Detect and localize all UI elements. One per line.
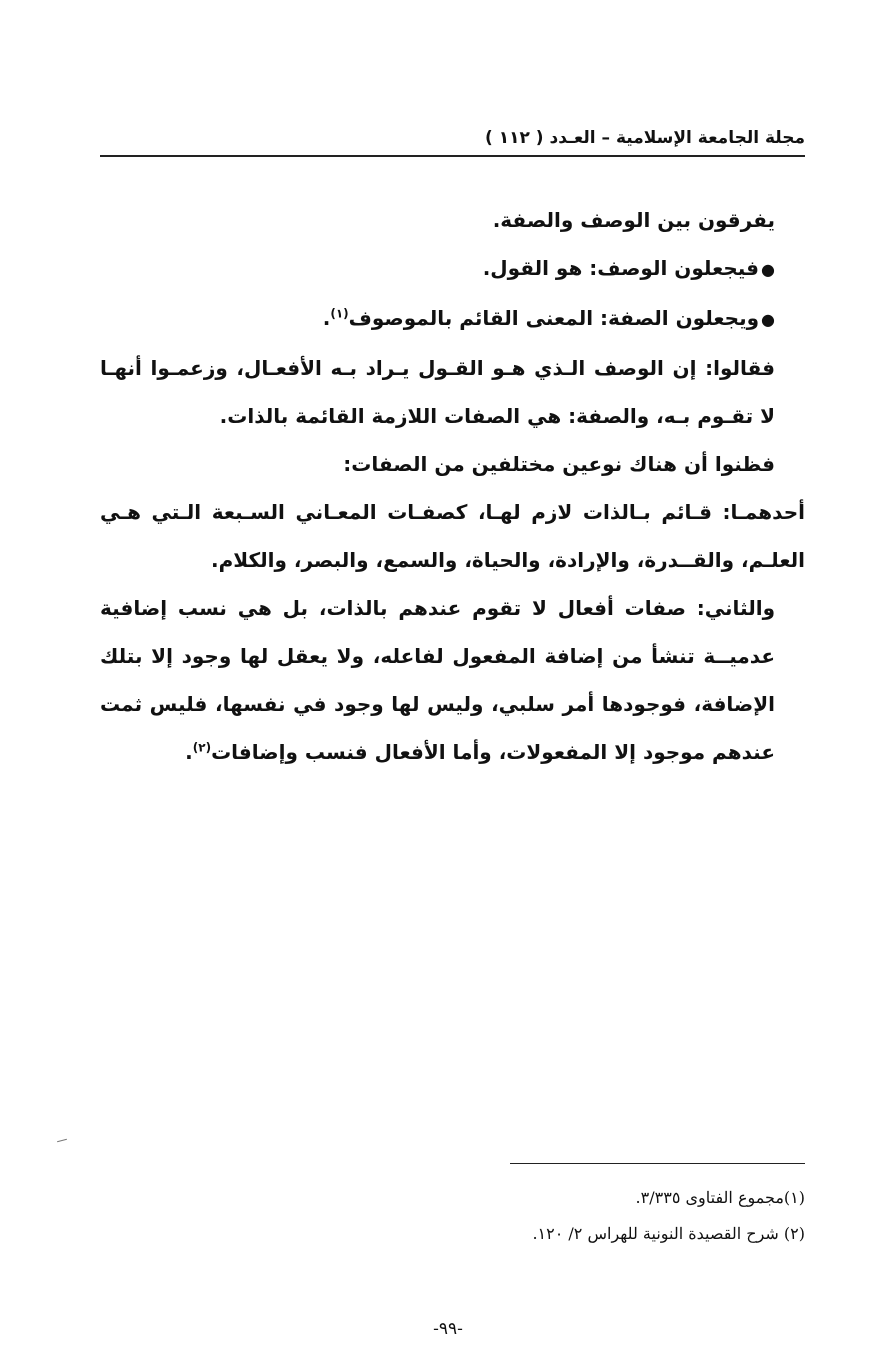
header-rule bbox=[100, 155, 805, 157]
body-text bbox=[100, 196, 805, 776]
footnote: (١)مجموع الفتاوى ٣/٣٣٥. bbox=[635, 1188, 805, 1207]
footnotes bbox=[300, 1180, 805, 1252]
paragraph-text: أحدهمـا: قـائم بـالذات لازم لهـا، كصفـات المعـاني السـبعة الـتي هـي العلـم، والقــدرة، والإرادة، والحياة، والسمع، والبصر، والكلام. bbox=[100, 500, 805, 572]
journal-title: مجلة الجامعة الإسلامية – العـدد ( ١١٢ ) bbox=[485, 128, 805, 148]
bullet-text: ويجعلون الصفة: المعنى القائم بالموصوف bbox=[348, 306, 760, 330]
scan-mark bbox=[57, 1139, 67, 1143]
paragraph bbox=[100, 344, 805, 440]
paragraph bbox=[100, 440, 805, 488]
punctuation: . bbox=[185, 740, 193, 764]
bullet-icon bbox=[759, 256, 775, 280]
footnote-ref[interactable]: (٢) bbox=[192, 740, 212, 755]
footnote-ref[interactable]: (١) bbox=[330, 306, 349, 321]
bullet-icon bbox=[759, 306, 775, 330]
bullet-item bbox=[100, 294, 805, 344]
paragraph bbox=[100, 488, 805, 584]
paragraph bbox=[100, 196, 805, 244]
bullet-item bbox=[100, 244, 805, 294]
paragraph-text: فقالوا: إن الوصف الـذي هـو القـول يـراد بـه الأفعـال، وزعمـوا أنهـا لا تقـوم بـه، والصفة: هي الصفات اللازمة القائمة بالذات. bbox=[100, 356, 775, 428]
paragraph-text: والثاني: صفات أفعال لا تقوم عندهم بالذات، بل هي نسب إضافية عدميــة تنشأ من إضافة المفعول لفاعله، ولا يعقل لها وجود إلا بتلك الإضافة، فوجودها أمر سلبي، وليس لها وجود في نفسها، فليس ثمت عندهم موجود إلا المفعولات، وأما الأفعال فنسب وإضافات bbox=[100, 596, 775, 764]
punctuation: . bbox=[322, 306, 331, 330]
running-header bbox=[100, 126, 805, 150]
footnote-rule bbox=[510, 1163, 805, 1164]
footnote: (٢) شرح القصيدة النونية للهراس ٢/ ١٢٠. bbox=[532, 1224, 805, 1243]
paragraph-text: يفرقون بين الوصف والصفة. bbox=[492, 208, 775, 232]
paragraph-text: فظنوا أن هناك نوعين مختلفين من الصفات: bbox=[343, 452, 775, 476]
bullet-text: فيجعلون الوصف: هو القول. bbox=[482, 256, 760, 280]
page-number: -٩٩- bbox=[433, 1319, 463, 1339]
paragraph bbox=[100, 584, 805, 776]
